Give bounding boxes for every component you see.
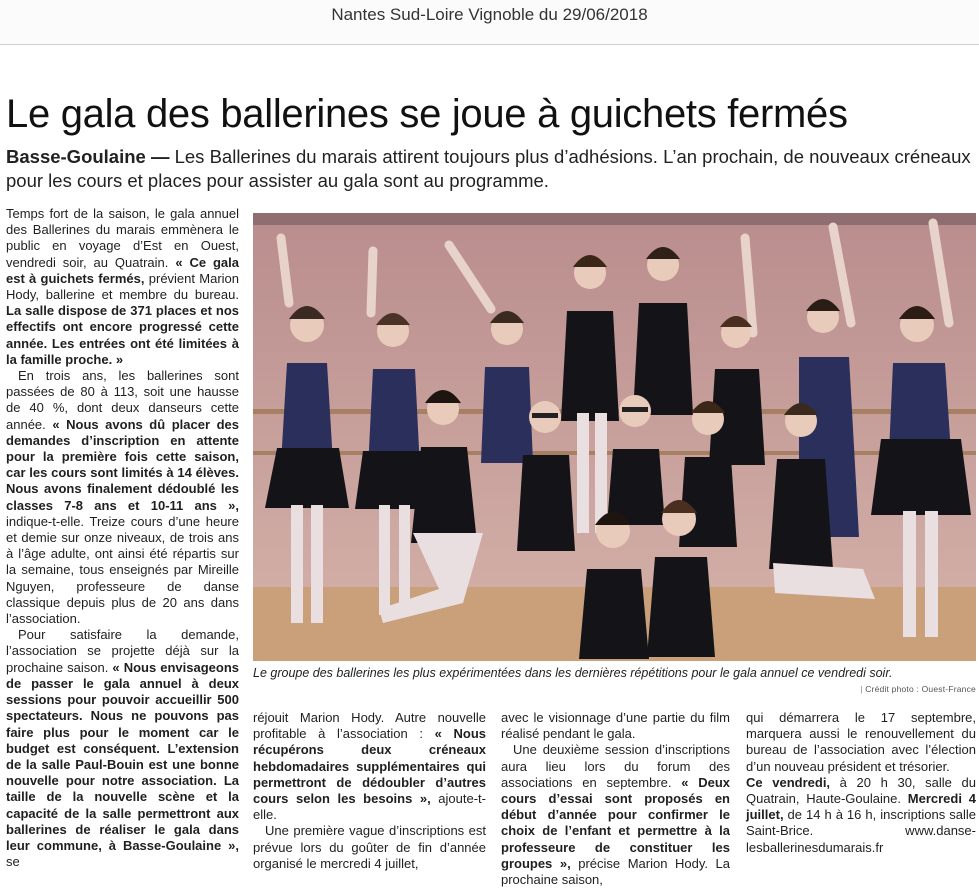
- quote-run: « Ce gala est à guichets fermés,: [6, 254, 240, 286]
- text-run: se: [6, 854, 20, 870]
- quote-run: La salle dispose de 371 places et nos effectifs ont encore progressé cette année. Les entrées ont été limitées à la famille proche. »: [6, 303, 239, 367]
- paragraph: [6, 627, 239, 870]
- quote-run: « Nous avons dû placer des demandes d’inscription en attente pour la première fois cette saison, car les cours sont limités à 14 élèves. Nous avons finalement dédoublé les classes 7-8 ans et 10-11 ans »,: [6, 416, 239, 513]
- text-run: réjouit Marion Hody. Autre nouvelle profitable à l’association :: [253, 710, 486, 742]
- credit-separator: |: [860, 684, 866, 694]
- text-run: Une deuxième session d’inscriptions aura lieu lors du forum des associations en septembre.: [501, 742, 730, 790]
- text-run: Pour satisfaire la demande, l’association se projette déjà sur la prochaine saison.: [6, 627, 239, 675]
- paragraph: qui démarrera le 17 septembre, marquera aussi le renouvellement du bureau de l’association avec l’élection d’un nouveau président et trésorier.: [746, 710, 976, 774]
- standfirst-text: Les Ballerines du marais attirent toujours plus d’adhésions. L’an prochain, de nouveaux créneaux pour les cours et places pour assister au gala sont au programme.: [6, 146, 971, 191]
- text-run: de 14 h à 16 h, inscriptions salle Saint-Brice. www.danse-lesballerinesdumarais.fr: [746, 807, 976, 855]
- text-run: prévient Marion Hody, ballerine et membre du bureau.: [6, 270, 239, 303]
- credit-value: Ouest-France: [921, 684, 976, 694]
- text-run: Temps fort de la saison, le gala annuel des Ballerines du marais emmènera le public en voyage d’Est en Ouest, vendredi soir, au Quatrain.: [6, 206, 239, 270]
- text-column-1: [6, 206, 239, 870]
- dancers-photo-illustration: [253, 213, 976, 661]
- text-column-2: [253, 710, 486, 872]
- paragraph: avec le visionnage d’une partie du film réalisé pendant le gala.: [501, 710, 730, 742]
- quote-run: « Deux cours d’essai sont proposés en début d’année pour confirmer le choix de l’enfant et permettre à la professeure de constituer les groupes »,: [501, 774, 730, 871]
- practical-info: [746, 775, 976, 856]
- quote-run: « Nous envisageons de passer le gala annuel à deux sessions pour pouvoir accueillir 500 spectateurs. Nous ne pouvons pas faire plus pour le moment car le budget est conséquent. L’extension de la salle Paul-Bouin est une bonne nouvelle pour notre association. La taille de la nouvelle scène et la capacité de la salle permettront aux ballerines de réaliser le gala dans leur commune, à Basse-Goulaine »,: [6, 659, 239, 853]
- quote-run: « Nous récupérons deux créneaux hebdomadaires supplémentaires qui permettront de dédoubler d’autres cours selon les besoins »,: [253, 726, 486, 807]
- article-photo: [253, 213, 976, 661]
- dateline-location: Basse-Goulaine —: [6, 146, 170, 167]
- text-run: ajoute-t-elle.: [253, 791, 486, 823]
- paragraph: [501, 742, 730, 888]
- photo-credit: [800, 684, 976, 694]
- text-run: à 20 h 30, salle du Quatrain, Haute-Goulaine.: [746, 774, 976, 807]
- source-header: [0, 0, 979, 45]
- photo-caption: Le groupe des ballerines les plus expérimentées dans les dernières répétitions pour le gala annuel ce vendredi soir.: [253, 666, 893, 680]
- paragraph: [6, 206, 239, 368]
- article-headline: Le gala des ballerines se joue à guichets fermés: [6, 92, 848, 136]
- text-run: En trois ans, les ballerines sont passées de 80 à 113, soit une hausse de 40 %, dont deux danseurs cette année.: [6, 368, 239, 432]
- event-date: Mercredi 4 juillet,: [746, 791, 976, 823]
- text-column-3: [501, 710, 730, 888]
- article-standfirst: [6, 145, 976, 193]
- credit-label: Crédit photo :: [865, 684, 920, 694]
- text-run: indique-t-elle. Treize cours d’une heure et demie sur onze niveaux, de trois ans à l’âge adulte, ont ainsi été répartis sur la semaine, tous enseignés par Mireille Nguyen, professeure de danse classique depuis plus de 20 ans dans l’association.: [6, 513, 239, 627]
- source-line: Nantes Sud-Loire Vignoble du 29/06/2018: [331, 5, 648, 24]
- paragraph: [6, 368, 239, 627]
- paragraph: [253, 710, 486, 823]
- text-run: précise Marion Hody. La prochaine saison,: [501, 855, 730, 888]
- event-date: Ce vendredi,: [746, 774, 831, 790]
- ceiling-shadow: [253, 213, 976, 225]
- paragraph: Une première vague d’inscriptions est prévue lors du goûter de fin d’année organisé le mercredi 4 juillet,: [253, 823, 486, 871]
- text-column-4: [746, 710, 976, 856]
